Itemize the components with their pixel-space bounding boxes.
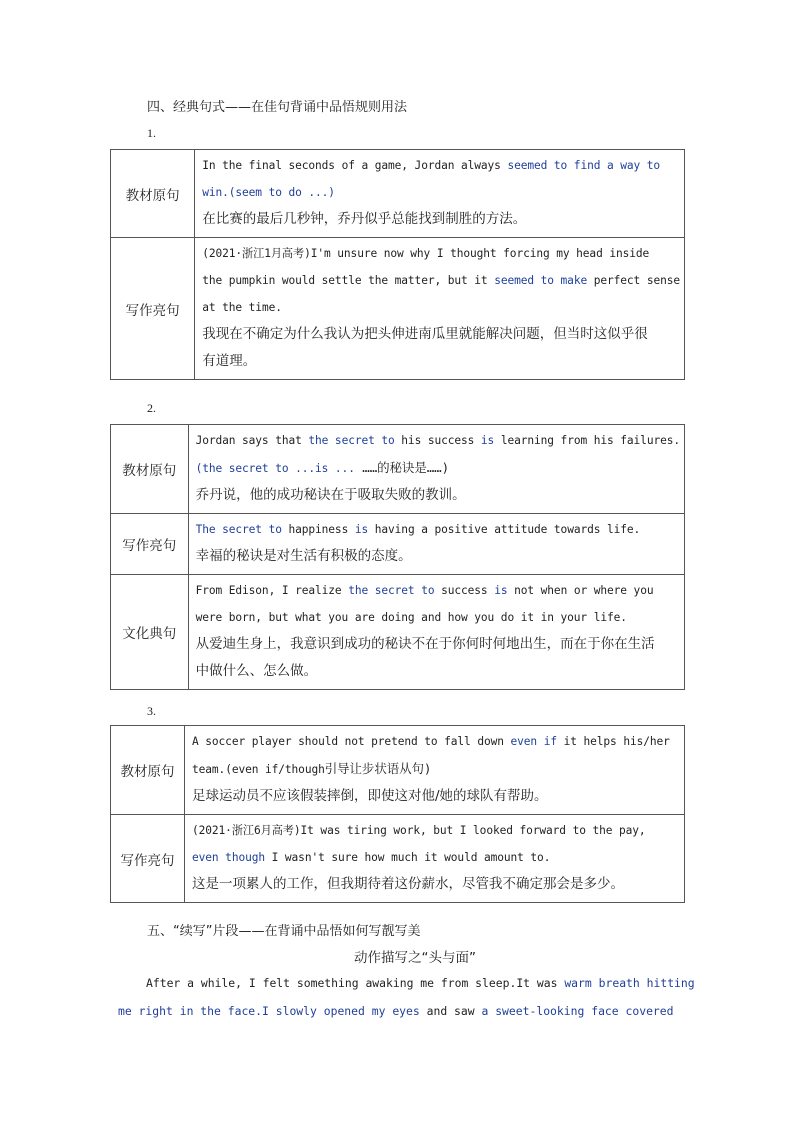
item-number: 1. <box>147 126 156 140</box>
row-content: From Edison, I realize the secret to success is not when or where you were born, but what you are doing and how you do it in your life. 从爱迪生身上，我意识到成功的秘诀不在于你何时何地出生，而在于你在生活 中做什么、怎么做。 <box>188 575 684 690</box>
row-content: (2021·浙江1月高考)I'm unsure now why I thought forcing my head inside the pumpkin would settle the matter, but it seemed to make perfect sense at the time. 我现在不确定为什么我认为把头伸进南瓜里就能解决问题，但当时这似乎很 有道理。 <box>195 238 685 380</box>
sentence-table-3 <box>110 725 685 903</box>
row-content: Jordan says that the secret to his success is learning from his failures. (the secret to ...is ... ……的秘诀是……) 乔丹说，他的成功秘诀在于吸取失败的教训。 <box>188 425 684 514</box>
row-label: 写作亮句 <box>111 815 185 903</box>
row-label: 写作亮句 <box>111 514 189 575</box>
row-label: 教材原句 <box>111 150 195 238</box>
row-content: In the final seconds of a game, Jordan always seemed to find a way to win.(seem to do ...) 在比赛的最后几秒钟，乔丹似乎总能找到制胜的方法。 <box>195 150 685 238</box>
row-content: The secret to happiness is having a positive attitude towards life. 幸福的秘诀是对生活有积极的态度。 <box>188 514 684 575</box>
row-label: 教材原句 <box>111 726 185 815</box>
row-label: 写作亮句 <box>111 238 195 380</box>
section-5-subtitle: 动作描写之“头与面” <box>354 950 476 966</box>
row-label: 文化典句 <box>111 575 189 690</box>
section-5-heading: 五、“续写”片段——在背诵中品悟如何写靓写美 <box>147 924 421 939</box>
writing-paragraph: After a while, I felt something awaking me from sleep.It was warm breath hitting me right in the face.I slowly opened my eyes and saw a sweet-looking face covered <box>118 976 695 1018</box>
item-number: 3. <box>147 704 156 718</box>
sentence-table-2 <box>110 424 685 690</box>
row-label: 教材原句 <box>111 425 189 514</box>
item-number: 2. <box>147 401 156 415</box>
row-content: A soccer player should not pretend to fall down even if it helps his/her team.(even if/though引导让步状语从句) 足球运动员不应该假装摔倒，即使这对他/她的球队有帮助。 <box>185 726 685 815</box>
section-4-heading: 四、经典句式——在佳句背诵中品悟规则用法 <box>147 100 408 115</box>
sentence-table-1 <box>110 149 685 380</box>
row-content: (2021·浙江6月高考)It was tiring work, but I looked forward to the pay, even though I wasn't sure how much it would amount to. 这是一项累人的工作，但我期待着这份薪水，尽管我不确定那会是多少。 <box>185 815 685 903</box>
